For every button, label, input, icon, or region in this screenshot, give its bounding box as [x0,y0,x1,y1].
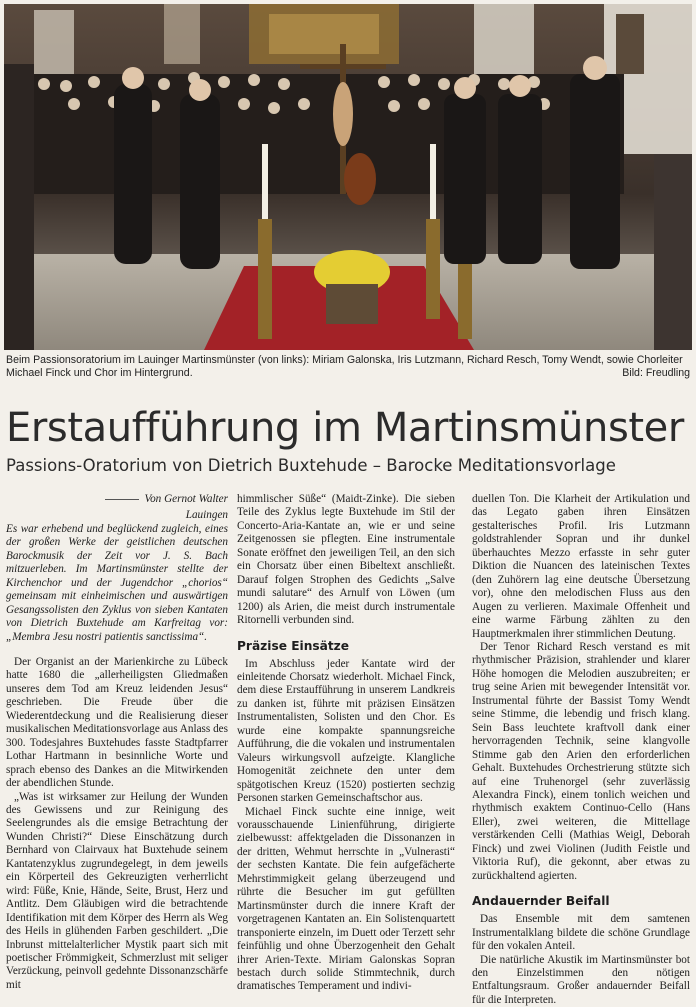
concert-photo [4,4,692,350]
body-paragraph: Die natürliche Akustik im Martinsmünster bot den Einzelstimmen den nötigen Entfaltungsraum. Großer andauernder Beifall für die Interpreten. [472,954,690,1007]
section-heading: Andauernder Beifall [472,893,690,909]
church-scene-image [4,4,692,350]
byline-rule [105,499,139,500]
body-paragraph: Michael Finck suchte eine innige, weit vorausschauende Linienführung, dirigierte zielbewusst: affektgeladen die Dissonanzen in der dritten, Wehmut herrschte in „Vulnerasti“ der sechsten Kantate. Die fein aufgefächerte Mehrstimmigkeit gelang überzeugend und rührte die Besucher im gut gefüllten Martinsmünster durch die innere Kraft der vorgetragenen Kantaten an. Ein Solistenquartett transponierte einzeln, im Duett oder Terzett sehr feinfühlig und ohne Überzogenheit den Gehalt ihrer Arien-Texte. Miriam Galonskas Sopran bestach durch solide Stimmtechnik, durch dramatisches Temperament und indivi- [237,806,455,994]
section-heading: Präzise Einsätze [237,638,455,654]
dateline: Lauingen [6,509,228,522]
body-paragraph: Im Abschluss jeder Kantate wird der einleitende Chorsatz wiederholt. Michael Finck, dem diese Erstaufführung in unserem Landkreis zu danken ist, führte mit präzisen Einsätzen Instrumentalisten, Solisten und den Chor. Es wurde eine kompakte spannungsreiche Aufführung, die die vokalen und instrumentalen Valeurs wirkungsvoll aufzeigte. Klangliche Homogenität zeichnete den unter dem spätgotischen Kreuz (1520) postierten sechzig Personen starken Gemeinschaftschor aus. [237,658,455,806]
article-headline: Erstaufführung im Martinsmünster [6,403,690,453]
lead-paragraph: Es war erhebend und beglückend zugleich, eines der großen Werke der geistlichen deutschen Barockmusik der Zeit vor J. S. Bach mitzuerleben. Im Martinsmünster stellte der Kirchenchor und der Jugendchor „chorios“ gemeinsam mit einheimischen und auswärtigen Gesangssolisten den Zyklus von sieben Kantaten von Dietrich Buxtehude am Karfreitag vor: „Membra Jesu nostri patientis sanctissima“. [6,523,228,644]
body-paragraph: Das Ensemble mit dem samtenen Instrumentalklang bildete die schöne Grundlage für den vokalen Anteil. [472,913,690,953]
body-paragraph: Der Organist an der Marienkirche zu Lübeck hatte 1680 die „allerheiligsten Gliedmaßen unseres dem Tod am Kreuz leidenden Jesus“ geschrieben. Die Freude über die Wiederentdeckung und die Realisierung dieser musikalischen Meditationsvorlage aus Anlass des 300. Todesjahres Buxtehudes fasste Stadtpfarrer Lothar Hartmann in besinnliche Worte und sprach ebenso des Dankes an die Mitwirkenden der abendlichen Stunde. [6,656,228,791]
byline-text: Von Gernot Walter [145,493,229,505]
article-column-3 [472,493,690,1007]
byline [6,493,228,506]
caption-text: Beim Passionsoratorium im Lauinger Martinsmünster (von links): Miriam Galonska, Iris Lutzmann, Richard Resch, Tomy Wendt, sowie Chorleiter Michael Finck und Chor im Hintergrund. [6,354,683,379]
photo-caption [6,354,690,380]
body-paragraph: „Was ist wirksamer zur Heilung der Wunden des Gewissens und zur Reinigung des Seelengrundes als die emsige Betrachtung der Wunden Christi?“ Diese Einschätzung durch Bernhard von Clairvaux hat Buxtehude seinem Kantatenzyklus zugrundegelegt, in dem jeweils ein Körperteil des Gekreuzigten verherrlicht wird: Füße, Knie, Hände, Seite, Brust, Herz und Antlitz. Dem Gläubigen wird die betrachtende Identifikation mit dem Körper des Herrn als Weg des Heils in glühenden Farben geschildert. „Die Inbrunst mittelalterlicher Mystik paart sich mit poetischer Frömmigkeit, Schmerzlust mit seliger Verzückung, peinvoll gedehnte Dissonanzschärfe mit [6,791,228,993]
photo-credit: Bild: Freudling [622,367,690,380]
body-paragraph: himmlischer Süße“ (Maidt-Zinke). Die sieben Teile des Zyklus legte Buxtehude im Stil der Concerto-Aria-Kantate an, wie er und seine Zeitgenossen sie pflegten. Eine instrumentale Sonate eröffnet den jeweiligen Teil, an den sich ein Chorsatz über einen Bibeltext anschließt. Darauf folgen Strophen des Gedichts „Salve mundi salutare“ des Arnulf von Löwen (um 1200) als Arien, die meist durch instrumentale Ritornelli verbunden sind. [237,493,455,628]
article-column-2 [237,493,455,994]
article-subheadline: Passions-Oratorium von Dietrich Buxtehude – Barocke Meditationsvorlage [6,454,690,478]
article-column-1 [6,493,228,992]
body-paragraph: Der Tenor Richard Resch verstand es mit rhythmischer Präzision, strahlender und klarer Höhe homogen die Melodien auszubreiten; er trug seine Arien mit bewegender Intensität vor. Instrumental führte der Bassist Tomy Wendt seine Stimme, die lebendig und frisch klang. Sein Bass leuchtete kraftvoll dank einer hervorragenden Technik, seine klangvolle Stimme gab den Arien den erforderlichen Gehalt. Buxtehudes Orchestrierung stützte sich auf eine Truhenorgel (sehr zuverlässig Alexandra Finck), einem tonlich weichen und rhythmisch exaktem Continuo-Cello (Hans Eller), zwei weiteren, die Mittellage verstärkenden Celli (Mathias Weigl, Deborah Finck) und zwei Violinen (Judith Feistle und Viktoria Ruf), die gekonnt, aber etwas zu zurückhaltend agierten. [472,641,690,883]
body-paragraph: duellen Ton. Die Klarheit der Artikulation und das Legato gaben ihren Einsätzen gestalterisches Profil. Iris Lutzmann goldstrahlender Sopran und ihr dunkel überhauchtes Mezzo erfasste in sehr guter Diktion die Nuancen des lateinischen Textes (den Zuhörern lag eine deutsche Übersetzung vor), ohne den melodischen Fluss aus den Augen zu verlieren. Maximale Offenheit und eine warme Färbung zählten zu den Hauptmerkmalen ihrer stimmlichen Deutung. [472,493,690,641]
